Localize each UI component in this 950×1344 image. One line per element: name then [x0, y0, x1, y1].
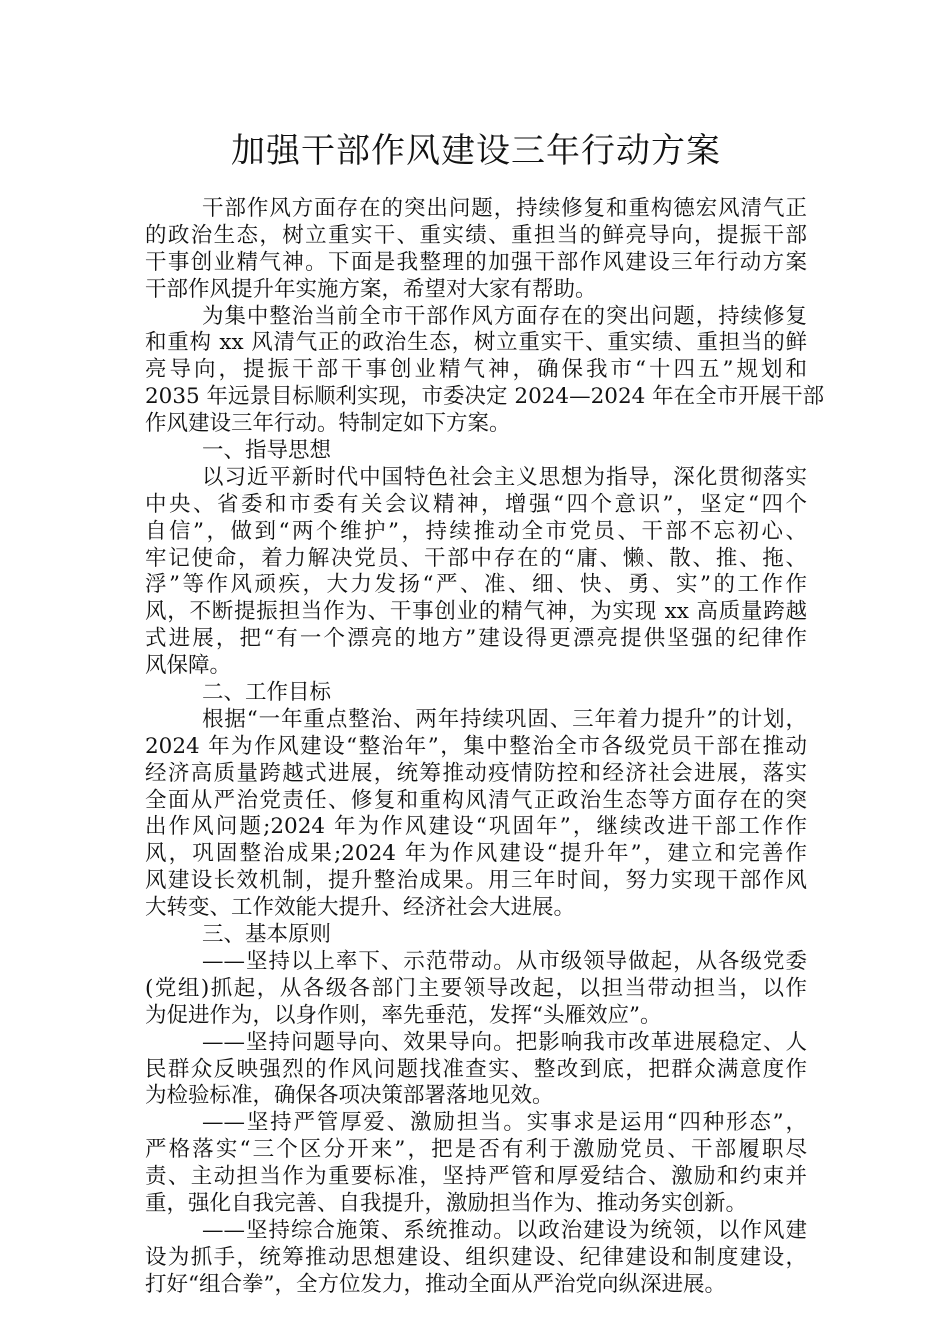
- text-line: 民群众反映强烈的作风问题找准查实、整改到底，把群众满意度作: [145, 1056, 807, 1082]
- text-line: 风，不断提振担当作为、干事创业的精气神，为实现 xx 高质量跨越: [145, 599, 807, 625]
- text-line: 2024 年为作风建设“整治年”，集中整治全市各级党员干部在推动: [145, 733, 807, 759]
- text-line: 出作风问题;2024 年为作风建设“巩固年”，继续改进干部工作作: [145, 814, 807, 840]
- text-line: 根据“一年重点整治、两年持续巩固、三年着力提升”的计划，: [202, 706, 807, 732]
- text-line: 为检验标准，确保各项决策部署落地见效。: [145, 1083, 554, 1109]
- text-line: 严格落实“三个区分开来”，把是否有利于激励党员、干部履职尽: [145, 1137, 807, 1163]
- text-line: 的政治生态，树立重实干、重实绩、重担当的鲜亮导向，提振干部: [145, 222, 807, 248]
- text-line: 打好“组合拳”，全方位发力，推动全面从严治党向纵深进展。: [145, 1271, 726, 1297]
- text-line: 责、主动担当作为重要标准，坚持严管和厚爱结合、激励和约束并: [145, 1164, 807, 1190]
- text-line: 一、指导思想: [202, 438, 332, 464]
- text-line: 浮”等作风顽疾，大力发扬“严、准、细、快、勇、实”的工作作: [145, 572, 807, 598]
- text-line: 干事创业精气神。下面是我整理的加强干部作风建设三年行动方案: [145, 249, 807, 275]
- text-line: 风保障。: [145, 653, 232, 679]
- text-line: 重，强化自我完善、自我提升，激励担当作为、推动务实创新。: [145, 1190, 748, 1216]
- text-line: ——坚持问题导向、效果导向。把影响我市改革进展稳定、人: [202, 1029, 807, 1055]
- text-line: ——坚持综合施策、系统推动。以政治建设为统领，以作风建: [202, 1217, 807, 1243]
- text-line: ——坚持以上率下、示范带动。从市级领导做起，从各级党委: [202, 948, 807, 974]
- text-line: 自信”，做到“两个维护”，持续推动全市党员、干部不忘初心、: [145, 518, 807, 544]
- text-line: 大转变、工作效能大提升、经济社会大进展。: [145, 895, 576, 921]
- text-line: ——坚持严管厚爱、激励担当。实事求是运用“四种形态”，: [202, 1110, 807, 1136]
- text-line: 经济高质量跨越式进展，统筹推动疫情防控和经济社会进展，落实: [145, 760, 807, 786]
- text-line: 为集中整治当前全市干部作风方面存在的突出问题，持续修复: [202, 303, 807, 329]
- document-body: [145, 196, 825, 1299]
- text-line: 亮导向，提振干部干事创业精气神，确保我市“十四五”规划和: [145, 357, 807, 383]
- text-line: 风，巩固整治成果;2024 年为作风建设“提升年”，建立和完善作: [145, 841, 807, 867]
- text-line: 干部作风提升年实施方案，希望对大家有帮助。: [145, 276, 597, 302]
- text-line: 式进展，把“有一个漂亮的地方”建设得更漂亮提供坚强的纪律作: [145, 626, 807, 652]
- text-line: 牢记使命，着力解决党员、干部中存在的“庸、懒、散、推、拖、: [145, 545, 807, 571]
- text-line: 和重构 xx 风清气正的政治生态，树立重实干、重实绩、重担当的鲜: [145, 330, 807, 356]
- text-line: 作风建设三年行动。特制定如下方案。: [145, 411, 511, 437]
- document-title: 加强干部作风建设三年行动方案: [231, 131, 721, 171]
- text-line: 全面从严治党责任、修复和重构风清气正政治生态等方面存在的突: [145, 787, 807, 813]
- text-line: 二、工作目标: [202, 680, 332, 706]
- text-line: 2035 年远景目标顺利实现，市委决定 2024—2024 年在全市开展干部: [145, 384, 825, 410]
- text-line: (党组)抓起，从各级各部门主要领导改起，以担当带动担当，以作: [145, 975, 807, 1001]
- text-line: 干部作风方面存在的突出问题，持续修复和重构德宏风清气正: [202, 196, 807, 221]
- text-line: 以习近平新时代中国特色社会主义思想为指导，深化贯彻落实: [202, 464, 807, 490]
- text-line: 中央、省委和市委有关会议精神，增强“四个意识”，坚定“四个: [145, 491, 807, 517]
- text-line: 三、基本原则: [202, 922, 332, 948]
- text-line: 风建设长效机制，提升整治成果。用三年时间，努力实现干部作风: [145, 868, 807, 894]
- text-line: 为促进作为，以身作则，率先垂范，发挥“头雁效应”。: [145, 1002, 662, 1028]
- text-line: 设为抓手，统筹推动思想建设、组织建设、纪律建设和制度建设，: [145, 1244, 807, 1270]
- document-page: [145, 0, 825, 1344]
